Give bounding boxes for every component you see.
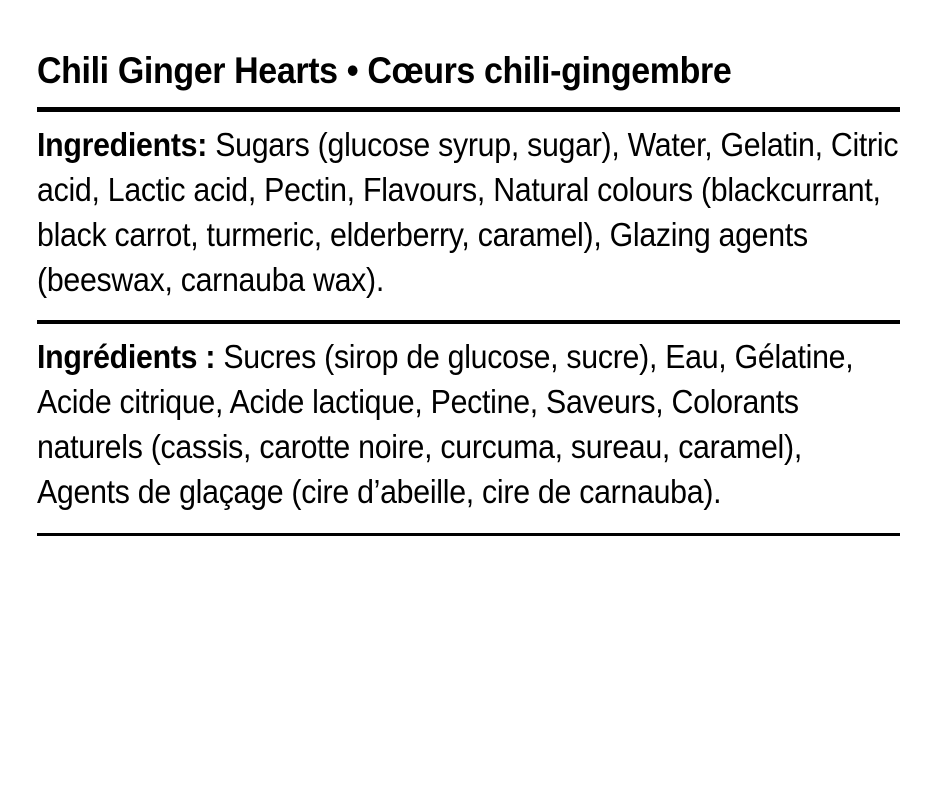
divider-bottom [37, 533, 900, 536]
ingredients-text-fr: Sucres (sirop de glucose, sucre), Eau, Gélatine, Acide citrique, Acide lactique, Pectine, Saveurs, Colorants naturels (cassis, carotte noire, curcuma, sureau, caramel), Agents de glaçage (cire d’abeille, cire de carnauba). [37, 338, 854, 510]
ingredients-text-en: Sugars (glucose syrup, sugar), Water, Gelatin, Citric acid, Lactic acid, Pectin, Flavours, Natural colours (blackcurrant, black carrot, turmeric, elderberry, caramel), Glazing agents (beeswax, carnauba wax). [37, 126, 899, 298]
ingredients-section-fr [37, 334, 900, 514]
ingredients-section-en [37, 122, 900, 302]
ingredients-heading-fr: Ingrédients : [37, 338, 216, 375]
divider-middle [37, 320, 900, 324]
product-title: Chili Ginger Hearts • Cœurs chili-gingembre [37, 50, 732, 91]
divider-top [37, 107, 900, 112]
ingredients-heading-en: Ingredients: [37, 126, 208, 163]
